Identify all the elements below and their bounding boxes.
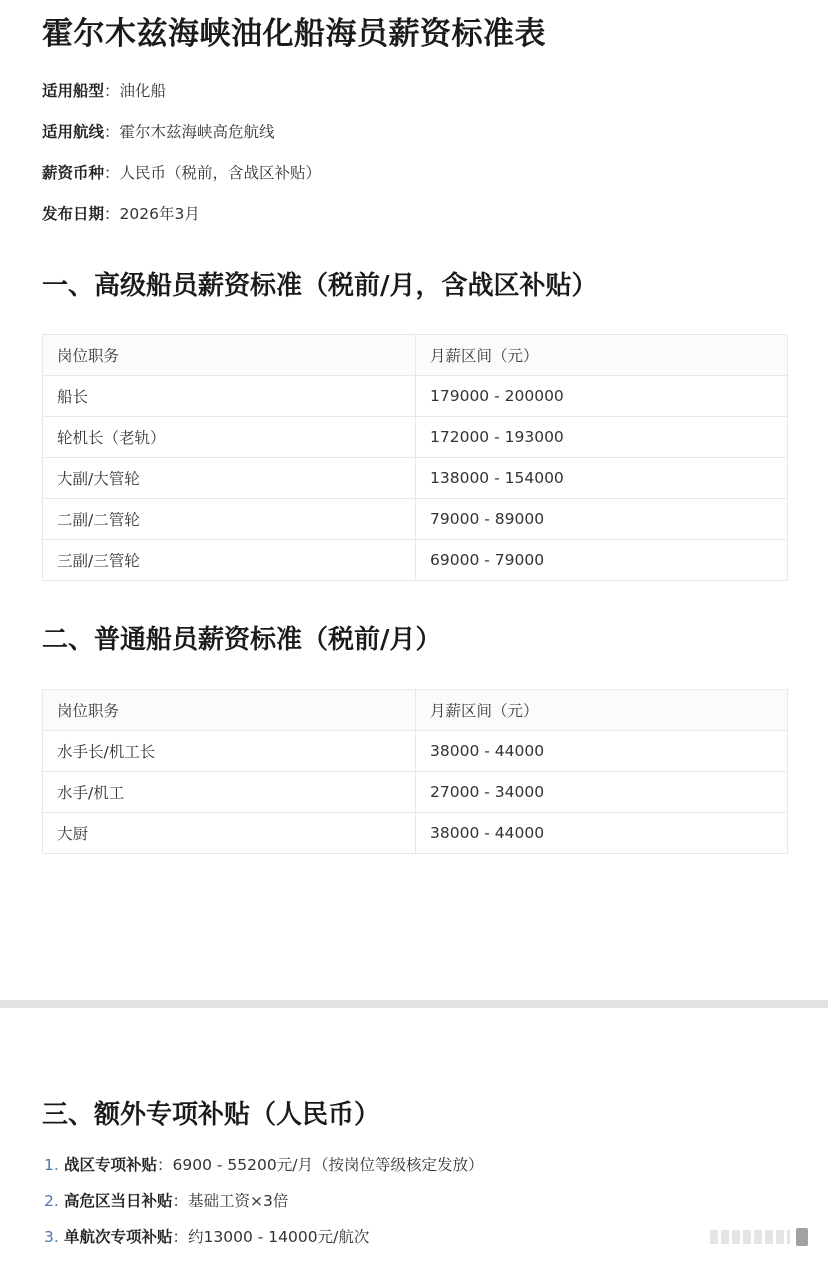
table-row bbox=[43, 417, 788, 458]
meta-value: 2026年3月 bbox=[119, 205, 200, 223]
list-number: 3. bbox=[44, 1228, 59, 1246]
list-item bbox=[44, 1154, 483, 1190]
position-cell: 船长 bbox=[43, 376, 416, 417]
meta-ship-type bbox=[42, 80, 166, 102]
position-cell: 三副/三管轮 bbox=[43, 540, 416, 581]
meta-publish-date bbox=[42, 203, 200, 225]
subsidy-separator: ： bbox=[172, 1228, 189, 1246]
senior-salary-table bbox=[42, 334, 788, 581]
meta-separator: ： bbox=[104, 123, 120, 141]
position-cell: 水手/机工 bbox=[43, 772, 416, 813]
watermark-logo-icon bbox=[796, 1228, 808, 1246]
list-number: 2. bbox=[44, 1192, 59, 1210]
section-divider bbox=[0, 1000, 828, 1008]
meta-currency bbox=[42, 162, 321, 184]
meta-value: 人民币（税前，含战区补贴） bbox=[119, 164, 322, 182]
ordinary-salary-table bbox=[42, 689, 788, 854]
meta-route bbox=[42, 121, 275, 143]
salary-cell: 38000 - 44000 bbox=[416, 813, 788, 854]
column-header-position: 岗位职务 bbox=[43, 690, 416, 731]
watermark bbox=[710, 1226, 808, 1248]
watermark-blur bbox=[710, 1230, 790, 1244]
column-header-salary-range: 月薪区间（元） bbox=[416, 690, 788, 731]
salary-cell: 138000 - 154000 bbox=[416, 458, 788, 499]
column-header-salary-range: 月薪区间（元） bbox=[416, 335, 788, 376]
meta-label: 适用船型 bbox=[42, 82, 105, 100]
table-row bbox=[43, 458, 788, 499]
list-item bbox=[44, 1190, 483, 1226]
position-cell: 二副/二管轮 bbox=[43, 499, 416, 540]
table-row bbox=[43, 499, 788, 540]
salary-cell: 79000 - 89000 bbox=[416, 499, 788, 540]
page-title: 霍尔木兹海峡油化船海员薪资标准表 bbox=[42, 16, 546, 52]
section-heading-senior: 一、高级船员薪资标准（税前/月，含战区补贴） bbox=[42, 271, 598, 301]
subsidy-separator: ： bbox=[157, 1156, 173, 1174]
table-row bbox=[43, 813, 788, 854]
meta-value: 油化船 bbox=[119, 82, 167, 100]
table-header-row bbox=[43, 335, 788, 376]
position-cell: 水手长/机工长 bbox=[43, 731, 416, 772]
meta-separator: ： bbox=[104, 82, 120, 100]
column-header-position: 岗位职务 bbox=[43, 335, 416, 376]
subsidy-value: 6900 - 55200元/月（按岗位等级核定发放） bbox=[172, 1156, 484, 1174]
salary-cell: 27000 - 34000 bbox=[416, 772, 788, 813]
section-heading-ordinary: 二、普通船员薪资标准（税前/月） bbox=[42, 625, 442, 655]
salary-cell: 172000 - 193000 bbox=[416, 417, 788, 458]
subsidy-label: 战区专项补贴 bbox=[64, 1156, 158, 1174]
meta-label: 发布日期 bbox=[42, 205, 105, 223]
position-cell: 大厨 bbox=[43, 813, 416, 854]
table-row bbox=[43, 772, 788, 813]
table-row bbox=[43, 540, 788, 581]
meta-separator: ： bbox=[104, 164, 120, 182]
meta-value: 霍尔木兹海峡高危航线 bbox=[119, 123, 275, 141]
meta-label: 薪资币种 bbox=[42, 164, 105, 182]
table-row bbox=[43, 376, 788, 417]
table-row bbox=[43, 731, 788, 772]
section-heading-subsidies: 三、额外专项补贴（人民币） bbox=[42, 1100, 381, 1130]
subsidy-label: 单航次专项补贴 bbox=[64, 1228, 173, 1246]
subsidy-value: 基础工资×3倍 bbox=[188, 1192, 289, 1210]
salary-cell: 69000 - 79000 bbox=[416, 540, 788, 581]
table-header-row bbox=[43, 690, 788, 731]
meta-separator: ： bbox=[104, 205, 120, 223]
list-item bbox=[44, 1226, 483, 1262]
meta-label: 适用航线 bbox=[42, 123, 105, 141]
position-cell: 轮机长（老轨） bbox=[43, 417, 416, 458]
subsidy-value: 约13000 - 14000元/航次 bbox=[188, 1228, 370, 1246]
subsidy-label: 高危区当日补贴 bbox=[64, 1192, 173, 1210]
subsidy-separator: ： bbox=[172, 1192, 189, 1210]
subsidy-list bbox=[44, 1154, 483, 1262]
list-number: 1. bbox=[44, 1156, 59, 1174]
position-cell: 大副/大管轮 bbox=[43, 458, 416, 499]
salary-cell: 179000 - 200000 bbox=[416, 376, 788, 417]
salary-cell: 38000 - 44000 bbox=[416, 731, 788, 772]
